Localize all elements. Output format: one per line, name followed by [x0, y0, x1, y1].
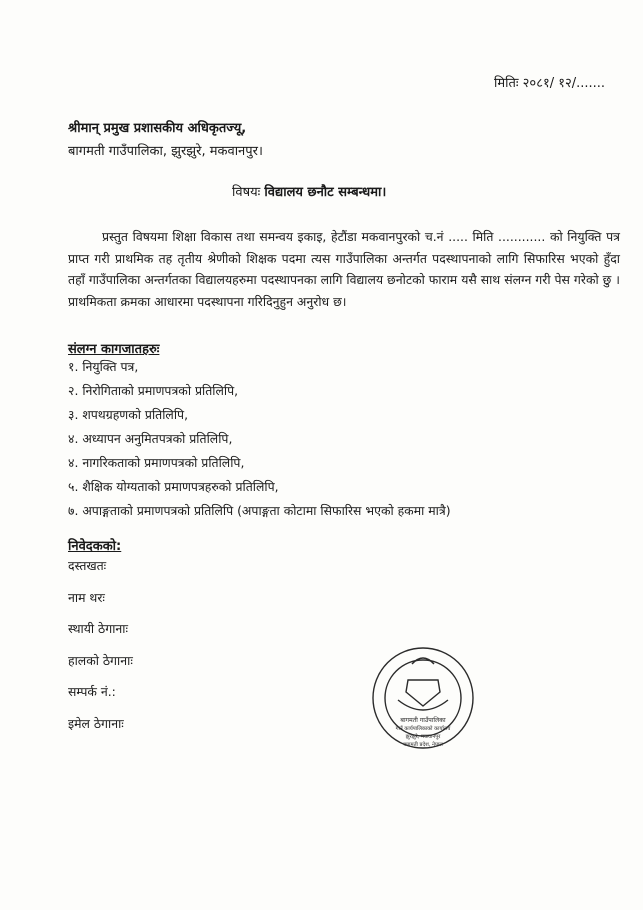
- current-address-field: हालको ठेगानाः: [68, 652, 133, 668]
- applicant-heading: निवेदकको:: [68, 539, 122, 554]
- seal-text: बागमती गाउँपालिका: [400, 717, 446, 724]
- attachment-item: ३. शपथग्रहणको प्रतिलिपि,: [68, 407, 189, 422]
- name-field: नाम थरः: [68, 589, 105, 605]
- seal-emblem-icon: [406, 680, 440, 706]
- office-seal: [368, 640, 478, 750]
- seal-text: बागमती प्रदेश, नेपाल: [403, 742, 443, 748]
- letter-date: मितिः २०८१/ १२/.......: [494, 76, 606, 91]
- subject-label: विषयः: [232, 185, 261, 200]
- applicant-fields: [68, 552, 133, 741]
- attachment-item: १. नियुक्ति पत्र,: [68, 359, 139, 374]
- attachment-item: ४. नागरिकताको प्रमाणपत्रको प्रतिलिपि,: [68, 455, 245, 470]
- seal-text: गाउँ कार्यपालिकाको कार्यालय: [395, 726, 451, 732]
- addressee: श्रीमान् प्रमुख प्रशासकीय अधिकृतज्यू,: [68, 121, 247, 136]
- subject-line: [232, 182, 386, 200]
- seal-outer-ring: [373, 648, 473, 748]
- seal-crest-icon: [412, 658, 434, 664]
- contact-number-field: सम्पर्क नं.:: [68, 684, 116, 699]
- email-field: इमेल ठेगानाः: [68, 715, 124, 731]
- seal-inner-ring: [385, 660, 461, 736]
- seal-base-icon: [398, 700, 448, 710]
- attachment-item: ५. शैक्षिक योग्यताको प्रमाणपत्रहरुको प्रतिलिपि,: [68, 479, 279, 494]
- attachments-heading: संलग्न कागजातहरुः: [68, 342, 160, 357]
- subject-text: विद्यालय छनौट सम्बन्धमा।: [264, 185, 387, 200]
- permanent-address-field: स्थायी ठेगानाः: [68, 621, 129, 636]
- attachment-item: ४. अध्यापन अनुमितपत्रको प्रतिलिपि,: [68, 431, 233, 446]
- addressee-address: बागमती गाउँपालिका, झुरझुरे, मकवानपुर।: [68, 144, 263, 159]
- seal-text: झुरझुरे, मकवानपुर: [405, 734, 441, 740]
- letter-body: [68, 226, 620, 312]
- attachment-item: २. निरोगिताको प्रमाणपत्रको प्रतिलिपि,: [68, 383, 239, 398]
- body-paragraph: प्रस्तुत विषयमा शिक्षा विकास तथा समन्वय इकाइ, हेटौंडा मकवानपुरको च.नं ..... मिति ............ को नियुक्ति पत्र प्राप्त गरी प्राथमिक तह तृतीय श्रेणीको शिक्षक पदमा त्यस गाउँपालिका अन्तर्गत पदस्थापनाको लागि सिफारिस भएको हुँदा तहाँ गाउँपालिका अन्तर्गतका विद्यालयहरुमा पदस्थापनका लागि विद्यालय छनोटको फाराम यसै साथ संलग्न गरी पेस गरेको छु । प्राथमिकता क्रमका आधारमा पदस्थापना गरिदिनुहुन अनुरोध छ।: [68, 229, 620, 309]
- attachments-list: [68, 355, 451, 523]
- attachment-item: ७. अपाङ्गताको प्रमाणपत्रको प्रतिलिपि (अपाङ्गता कोटामा सिफारिस भएको हकमा मात्रै): [68, 503, 451, 518]
- signature-field: दस्तखतः: [68, 558, 107, 573]
